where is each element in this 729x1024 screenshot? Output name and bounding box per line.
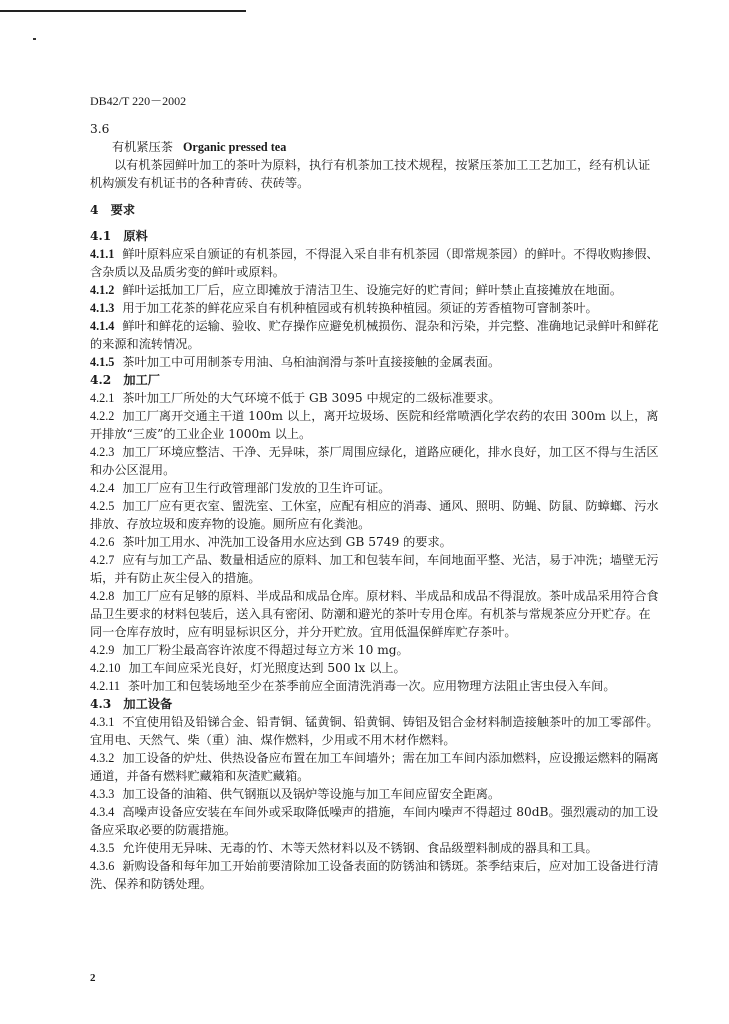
clause-4-2-5: 4.2.5 加工厂应有更衣室、盥洗室、工休室，应配有相应的消毒、通风、照明、防蝇、防鼠、防蟑螂、污水排放、存放垃圾和废弃物的设施。厕所应有化粪池。 <box>90 499 659 531</box>
clause-4-1-4: 4.1.4 鲜叶和鲜花的运输、验收、贮存操作应避免机械损伤、混杂和污染，并完整、准确地记录鲜叶和鲜花的来源和流转情况。 <box>90 319 659 351</box>
page-number: 2 <box>90 972 96 984</box>
term-chinese: 有机紧压茶 <box>112 140 173 154</box>
clause-4-2-8: 4.2.8 加工厂应有足够的原料、半成品和成品仓库。原材料、半成品和成品不得混放。茶叶成品采用符合食品卫生要求的材料包装后，送入具有密闭、防潮和避光的茶叶专用仓库。有机茶与常规茶应分开贮存。在同一仓库存放时，应有明显标识区分，并分开贮放。宜用低温保鲜库贮存茶叶。 <box>90 589 659 639</box>
clause-4-2-9: 4.2.9 加工厂粉尘最高容许浓度不得超过每立方米 10 mg。 <box>90 643 409 657</box>
clause-4-1-1: 4.1.1 鲜叶原料应采自颁证的有机茶园，不得混入采自非有机茶园（即常规茶园）的鲜叶。不得收购掺假、含杂质以及品质劣变的鲜叶或原料。 <box>90 247 659 279</box>
clause-4-1-2: 4.1.2 鲜叶运抵加工厂后，应立即摊放于清洁卫生、设施完好的贮青间；鲜叶禁止直接摊放在地面。 <box>90 283 623 297</box>
corner-mark <box>33 38 36 40</box>
clause-4-3-1: 4.3.1 不宜使用铅及铅锑合金、铅青铜、锰黄铜、铅黄铜、铸铝及铝合金材料制造接触茶叶的加工零部件。宜用电、天然气、柴（重）油、煤作燃料，少用或不用木材作燃料。 <box>90 715 659 747</box>
clause-4-3-3: 4.3.3 加工设备的油箱、供气钢瓶以及锅炉等设施与加工车间应留安全距离。 <box>90 787 501 801</box>
clause-4-2-1: 4.2.1 茶叶加工厂所处的大气环境不低于 GB 3095 中规定的二级标准要求。 <box>90 391 501 405</box>
clause-4-2-10: 4.2.10 加工车间应采光良好，灯光照度达到 500 lx 以上。 <box>90 661 406 675</box>
clause-4-2-2: 4.2.2 加工厂离开交通主干道 100m 以上，离开垃圾场、医院和经常喷洒化学农药的农田 300m 以上，离开排放“三废”的工业企业 1000m 以上。 <box>90 409 659 441</box>
clause-4-2-11: 4.2.11 茶叶加工和包装场地至少在茶季前应全面清洗消毒一次。应用物理方法阻止害虫侵入车间。 <box>90 679 616 693</box>
term-definition: 以有机茶园鲜叶加工的茶叶为原料，执行有机茶加工技术规程，按紧压茶加工工艺加工，经有机认证机构颁发有机证书的各种青砖、茯砖等。 <box>90 158 651 190</box>
page-body <box>90 118 662 893</box>
section-4-heading: 4 要求 <box>90 203 136 217</box>
clause-4-3-5: 4.3.5 允许使用无异味、无毒的竹、木等天然材料以及不锈钢、食品级塑料制成的器具和工具。 <box>90 841 598 855</box>
clause-4-3-4: 4.3.4 高噪声设备应安装在车间外或采取降低噪声的措施，车间内噪声不得超过 80dB。强烈震动的加工设备应采取必要的防震措施。 <box>90 805 659 837</box>
document-code: DB42/T 220－2002 <box>90 94 187 108</box>
clause-4-2-4: 4.2.4 加工厂应有卫生行政管理部门发放的卫生许可证。 <box>90 481 391 495</box>
clause-4-1-5: 4.1.5 茶叶加工中可用制茶专用油、乌桕油润滑与茶叶直接接触的金属表面。 <box>90 355 501 369</box>
clause-4-3-2: 4.3.2 加工设备的炉灶、供热设备应布置在加工车间墙外；需在加工车间内添加燃料，应设搬运燃料的隔离通道，并备有燃料贮藏箱和灰渣贮藏箱。 <box>90 751 659 783</box>
section-4-1-heading: 4.1 原料 <box>90 229 148 243</box>
section-4-3-heading: 4.3 加工设备 <box>90 697 173 711</box>
clause-4-1-3: 4.1.3 用于加工花茶的鲜花应采自有机种植园或有机转换种植园。须证的芳香植物可窨制茶叶。 <box>90 301 598 315</box>
term-title <box>112 138 662 156</box>
top-rule <box>0 10 246 12</box>
section-4-2-heading: 4.2 加工厂 <box>90 373 160 387</box>
clause-4-2-7: 4.2.7 应有与加工产品、数量相适应的原料、加工和包装车间，车间地面平整、光洁，易于冲洗；墙壁无污垢，并有防止灰尘侵入的措施。 <box>90 553 659 585</box>
clause-number-3-6: 3.6 <box>90 122 110 136</box>
term-english: Organic pressed tea <box>182 140 287 154</box>
clause-4-2-3: 4.2.3 加工厂环境应整洁、干净、无异味，茶厂周围应绿化，道路应硬化，排水良好，加工区不得与生活区和办公区混用。 <box>90 445 659 477</box>
clause-4-3-6: 4.3.6 新购设备和每年加工开始前要清除加工设备表面的防锈油和锈斑。茶季结束后，应对加工设备进行清洗、保养和防锈处理。 <box>90 859 659 891</box>
clause-4-2-6: 4.2.6 茶叶加工用水、冲洗加工设备用水应达到 GB 5749 的要求。 <box>90 535 452 549</box>
